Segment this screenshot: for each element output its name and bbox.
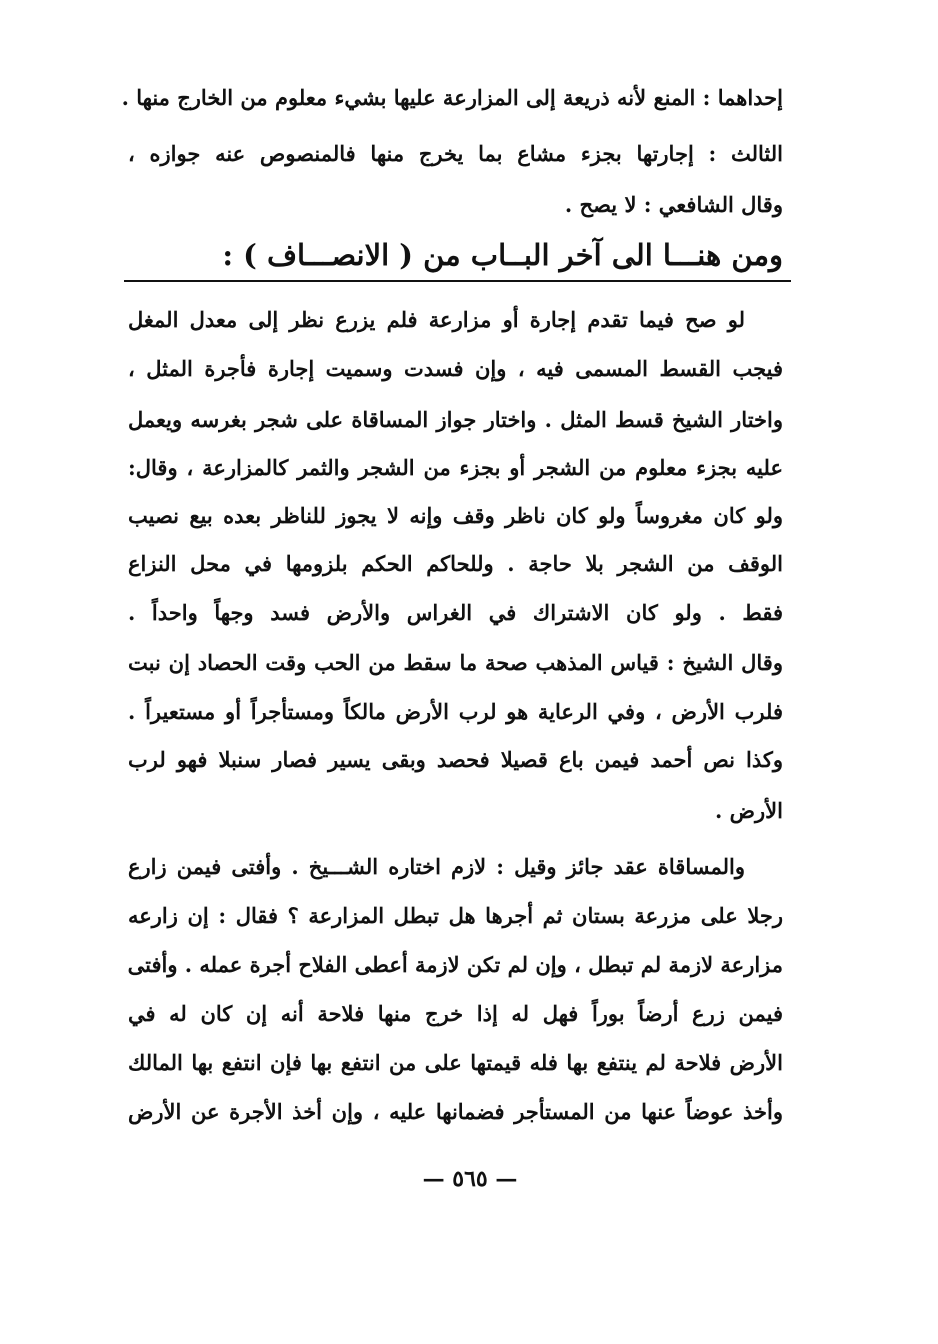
text-line: الوقف من الشجر بلا حاجة . وللحاكم الحكم بلزومها في محل النزاع [128,551,783,576]
text-line: فقط . ولو كان الاشتراك في الغراس والأرض فسد وجهاً واحداً . [128,600,783,625]
text-line: واختار الشيخ قسط المثل . واختار جواز المساقاة على شجر بغرسه ويعمل [128,407,783,432]
section-heading: ومن هنـــا الى آخر البــاب من ( الانصـــاف ) : [222,238,783,272]
text-line: إحداهما : المنع لأنه ذريعة إلى المزارعة عليها بشيء معلوم من الخارج منها . [121,85,783,110]
text-line: مزارعة لازمة لم تبطل ، وإن لم تكن لازمة أعطى الفلاح أجرة عمله . وأفتى [127,952,783,977]
page-number: — ٥٦٥ — [422,1166,518,1192]
text-line: فلرب الأرض ، وفي الرعاية هو لرب الأرض مالكاً ومستأجراً أو مستعيراً . [128,699,783,724]
text-line: لو صح فيما تقدم إجارة أو مزارعة فلم يزرع نظر إلى معدل المغل [128,307,745,332]
text-line: فيمن زرع أرضاً بوراً فهل له إذا خرج منها فلاحة أنه إن كان له في [128,1001,783,1026]
text-line: رجلا على مزرعة بستان ثم أجرها هل تبطل المزارعة ؟ فقال : إن زارعه [128,903,783,928]
text-line: وقال الشافعي : لا يصح . [564,192,783,217]
text-line: الثالث : إجارتها بجزء مشاع بما يخرج منها فالمنصوص عنه جوازه ، [128,141,783,166]
text-line: وأخذ عوضاً عنها من المستأجر فضمانها عليه ، وإن أخذ الأجرة عن الأرض [128,1099,783,1124]
text-line: وقال الشيخ : قياس المذهب صحة ما سقط من الحب وقت الحصاد إن نبت [128,650,783,675]
text-line: عليه بجزء معلوم من الشجر أو بجزء من الشجر والثمر كالمزارعة ، وقال: [128,455,783,480]
text-line: الأرض . [715,798,783,823]
text-line: الأرض فلاحة لم ينتفع بها فله قيمتها على من انتفع بها فإن انتفع بها المالك [128,1050,783,1075]
text-line: ولو كان مغروساً ولو كان ناظر وقف وإنه لا يجوز للناظر بعده بيع نصيب [128,503,783,528]
heading-underline [124,280,791,282]
text-line: والمساقاة عقد جائز وقيل : لازم اختاره الشـــيخ . وأفتى فيمن زارع [128,854,745,879]
text-line: وكذا نص أحمد فيمن باع قصيلا فحصد وبقى يسير فصار سنبلا فهو لرب [128,747,783,772]
text-line: فيجب القسط المسمى فيه ، وإن فسدت وسميت إجارة فأجرة المثل ، [128,356,783,381]
